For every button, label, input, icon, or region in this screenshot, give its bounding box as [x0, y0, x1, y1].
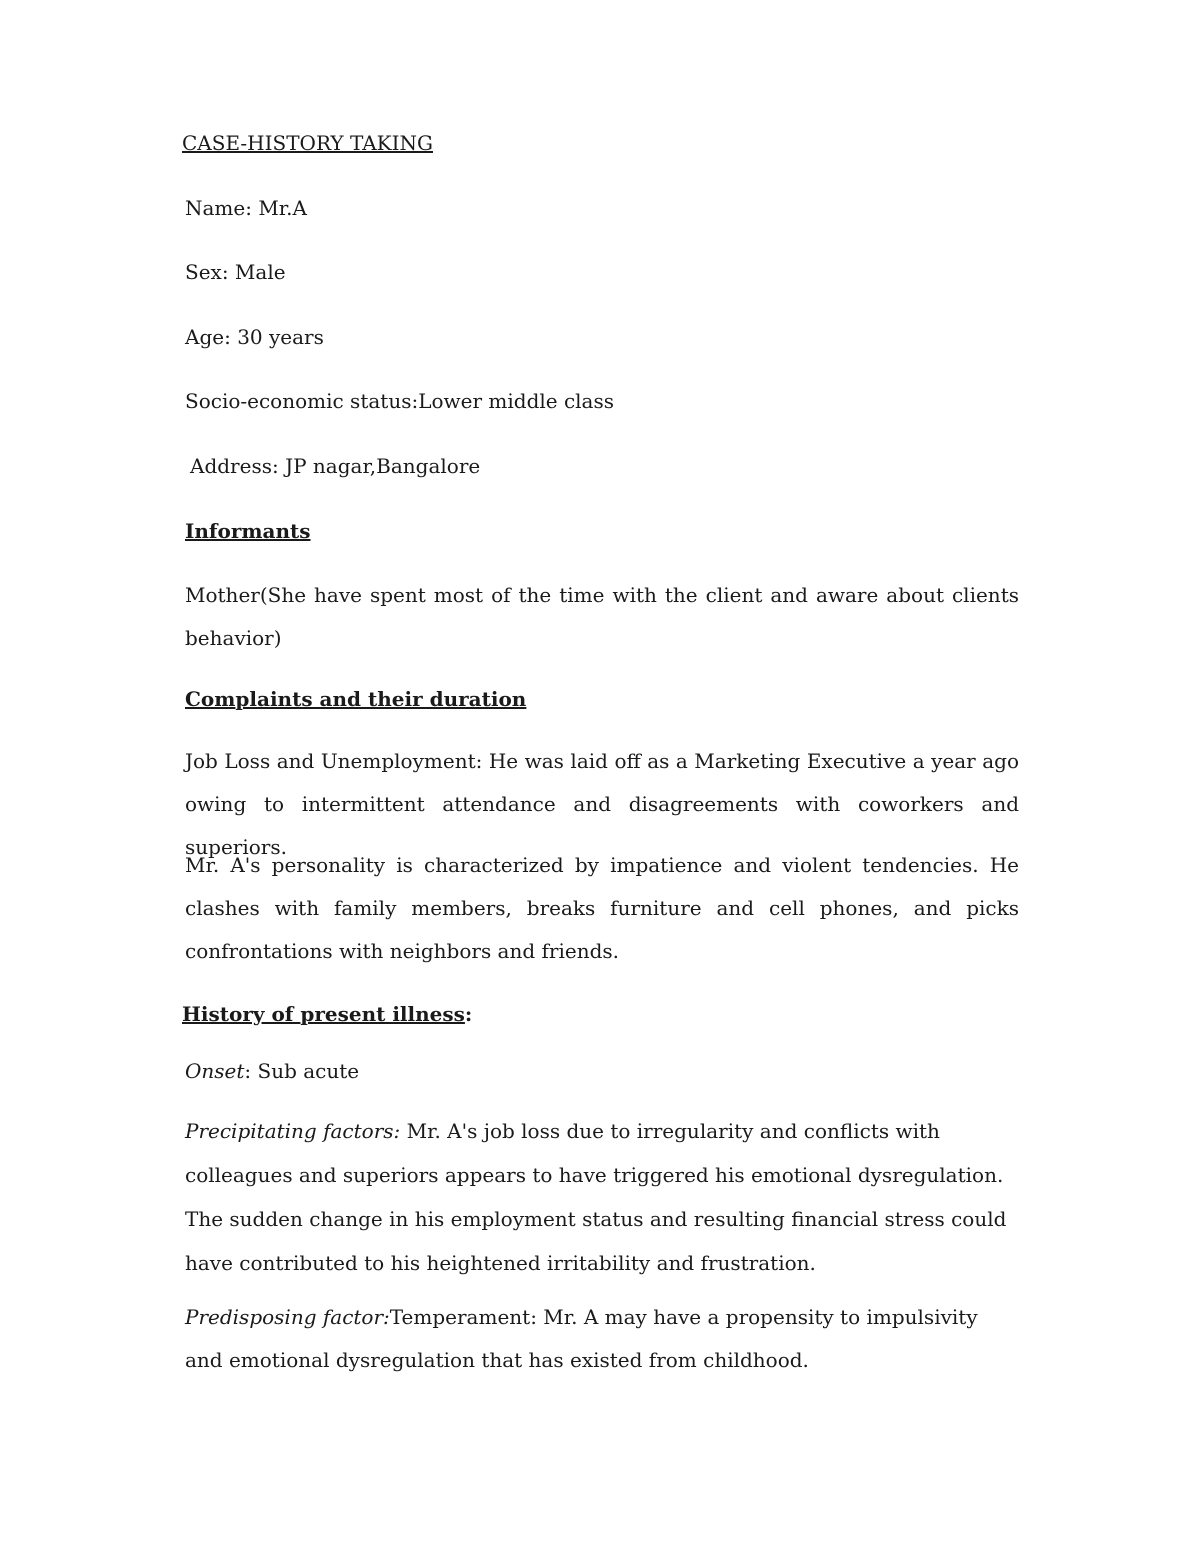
age-label: Age:	[185, 325, 231, 349]
name-line	[185, 187, 307, 229]
complaints-heading: Complaints and their duration	[185, 687, 527, 711]
document-title: CASE-HISTORY TAKING	[182, 131, 433, 155]
predisposing-paragraph	[185, 1296, 1019, 1382]
address-label: Address:	[190, 454, 279, 478]
precipitating-text: Mr. A's job loss due to irregularity and conflicts with colleagues and superiors appears to have triggered his emotional dysregulation. The sudden change in his employment status and resulting financial stress could have contributed to his heightened irritability and frustration.	[185, 1119, 1007, 1275]
name-value: Mr.A	[258, 196, 307, 220]
sex-line	[185, 251, 286, 293]
ses-label: Socio-economic status:	[185, 389, 419, 413]
onset-label: Onset	[185, 1059, 245, 1083]
ses-line	[185, 380, 614, 422]
sex-label: Sex:	[185, 260, 229, 284]
age-line	[185, 316, 324, 358]
precipitating-label: Precipitating factors:	[185, 1119, 401, 1143]
predisposing-label: Predisposing factor:	[185, 1305, 390, 1329]
onset-line	[185, 1050, 359, 1092]
name-label: Name:	[185, 196, 252, 220]
complaints-paragraph-1: Job Loss and Unemployment: He was laid off as a Marketing Executive a year ago owing to intermittent attendance and disagreements with coworkers and superiors.	[185, 749, 1019, 859]
ses-value: Lower middle class	[418, 389, 615, 413]
onset-value: : Sub acute	[244, 1059, 360, 1083]
precipitating-paragraph	[185, 1109, 1019, 1285]
address-value: JP nagar,Bangalore	[285, 454, 481, 478]
age-value: 30 years	[237, 325, 324, 349]
sex-value: Male	[234, 260, 286, 284]
history-heading-line	[182, 993, 472, 1035]
informants-text: Mother(She have spent most of the time with the client and aware about clients behavior)	[185, 583, 1019, 650]
complaints-paragraph-2: Mr. A's personality is characterized by impatience and violent tendencies. He clashes with family members, breaks furniture and cell phones, and picks confrontations with neighbors and friends.	[185, 853, 1019, 963]
history-heading: History of present illness	[182, 1002, 465, 1026]
informants-heading: Informants	[185, 519, 311, 543]
history-heading-colon: :	[464, 1002, 473, 1026]
address-line	[190, 445, 480, 487]
predisposing-text: Temperament: Mr. A may have a propensity to impulsivity and emotional dysregulation that has existed from childhood.	[185, 1305, 978, 1372]
